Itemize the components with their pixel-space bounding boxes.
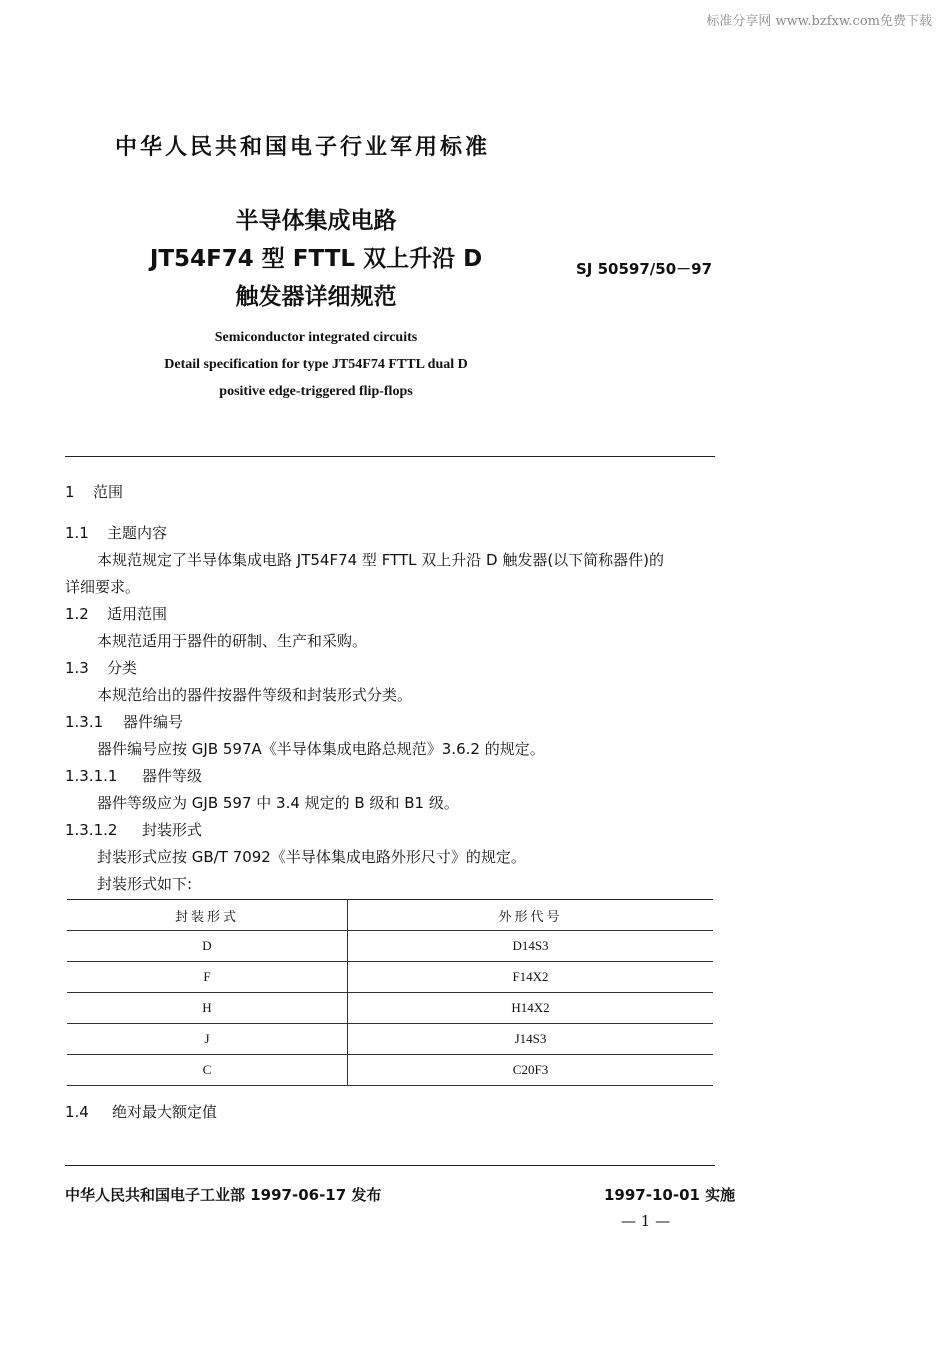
section-title: 范围 [93, 483, 124, 501]
title-en-line-2: Detail specification for type JT54F74 FTTL dual D [164, 357, 468, 372]
section-title: 封装形式 [142, 821, 203, 839]
table-cell: D14S3 [348, 931, 714, 962]
table-cell: D [67, 931, 348, 962]
title-cn-line-3: 触发器详细规范 [235, 284, 397, 310]
table-cell: H [67, 993, 348, 1024]
section-1-1-text-line-2: 详细要求。 [65, 578, 141, 596]
title-cn-line-2: JT54F74 型 FTTL 双上升沿 D [149, 246, 483, 272]
standard-code: SJ 50597/50－97 [576, 260, 713, 278]
section-1-3-heading [65, 657, 137, 678]
table-cell: J [67, 1024, 348, 1055]
section-title: 器件编号 [123, 713, 184, 731]
table-cell: F14X2 [348, 962, 714, 993]
section-1-3-1-text: 器件编号应按 GJB 597A《半导体集成电路总规范》3.6.2 的规定。 [97, 740, 545, 758]
watermark-text: 标准分享网 www.bzfxw.com免费下载 [706, 14, 932, 29]
section-title: 分类 [107, 659, 138, 677]
section-1-3-1-1-heading [65, 765, 202, 786]
section-title: 适用范围 [107, 605, 168, 623]
section-number: 1.2 [65, 605, 89, 623]
table-cell: J14S3 [348, 1024, 714, 1055]
section-1-3-1-2-text-line-1: 封装形式应按 GB/T 7092《半导体集成电路外形尺寸》的规定。 [97, 848, 526, 866]
section-1-2-text: 本规范适用于器件的研制、生产和采购。 [97, 632, 368, 650]
table-header-cell: 封装形式 [67, 900, 348, 931]
section-1-3-1-heading [65, 711, 183, 732]
section-1-2-heading [65, 603, 167, 624]
section-number: 1.3.1 [65, 713, 104, 731]
top-divider [65, 456, 715, 457]
section-1-3-text: 本规范给出的器件按器件等级和封装形式分类。 [97, 686, 413, 704]
section-1-3-1-1-text: 器件等级应为 GJB 597 中 3.4 规定的 B 级和 B1 级。 [97, 794, 459, 812]
issuing-organization: 中华人民共和国电子行业军用标准 [115, 135, 491, 160]
effective-date-text: 1997-10-01 实施 [604, 1186, 736, 1204]
table-cell: C20F3 [348, 1055, 714, 1086]
section-1-1-heading [65, 522, 167, 543]
table-header-cell: 外形代号 [348, 900, 714, 931]
section-title: 主题内容 [107, 524, 168, 542]
table-cell: F [67, 962, 348, 993]
section-1-heading [65, 481, 123, 502]
section-1-1-text-line-1: 本规范规定了半导体集成电路 JT54F74 型 FTTL 双上升沿 D 触发器(以下简称器件)的 [97, 551, 665, 569]
section-1-3-1-2-text-line-2: 封装形式如下: [97, 875, 193, 893]
section-number: 1.3.1.2 [65, 821, 118, 839]
title-en-line-3: positive edge-triggered flip-flops [219, 384, 413, 399]
section-1-4-heading [65, 1101, 217, 1122]
section-number: 1.3 [65, 659, 89, 677]
table-row [67, 993, 713, 1024]
table-row [67, 931, 713, 962]
page-number: — 1 — [621, 1212, 671, 1230]
section-1-3-1-2-heading [65, 819, 202, 840]
section-number: 1.3.1.1 [65, 767, 118, 785]
bottom-divider [65, 1165, 715, 1166]
table-row [67, 962, 713, 993]
package-form-table [67, 899, 713, 1086]
section-title: 绝对最大额定值 [112, 1103, 218, 1121]
section-number: 1 [65, 483, 75, 501]
section-number: 1.1 [65, 524, 89, 542]
table-row [67, 1024, 713, 1055]
table-row [67, 1055, 713, 1086]
issue-date-text: 中华人民共和国电子工业部 1997-06-17 发布 [65, 1186, 382, 1204]
title-en-line-1: Semiconductor integrated circuits [214, 330, 418, 345]
section-title: 器件等级 [142, 767, 203, 785]
table-header-row [67, 900, 713, 931]
section-number: 1.4 [65, 1103, 89, 1121]
title-cn-line-1: 半导体集成电路 [235, 208, 397, 234]
table-cell: C [67, 1055, 348, 1086]
table-cell: H14X2 [348, 993, 714, 1024]
